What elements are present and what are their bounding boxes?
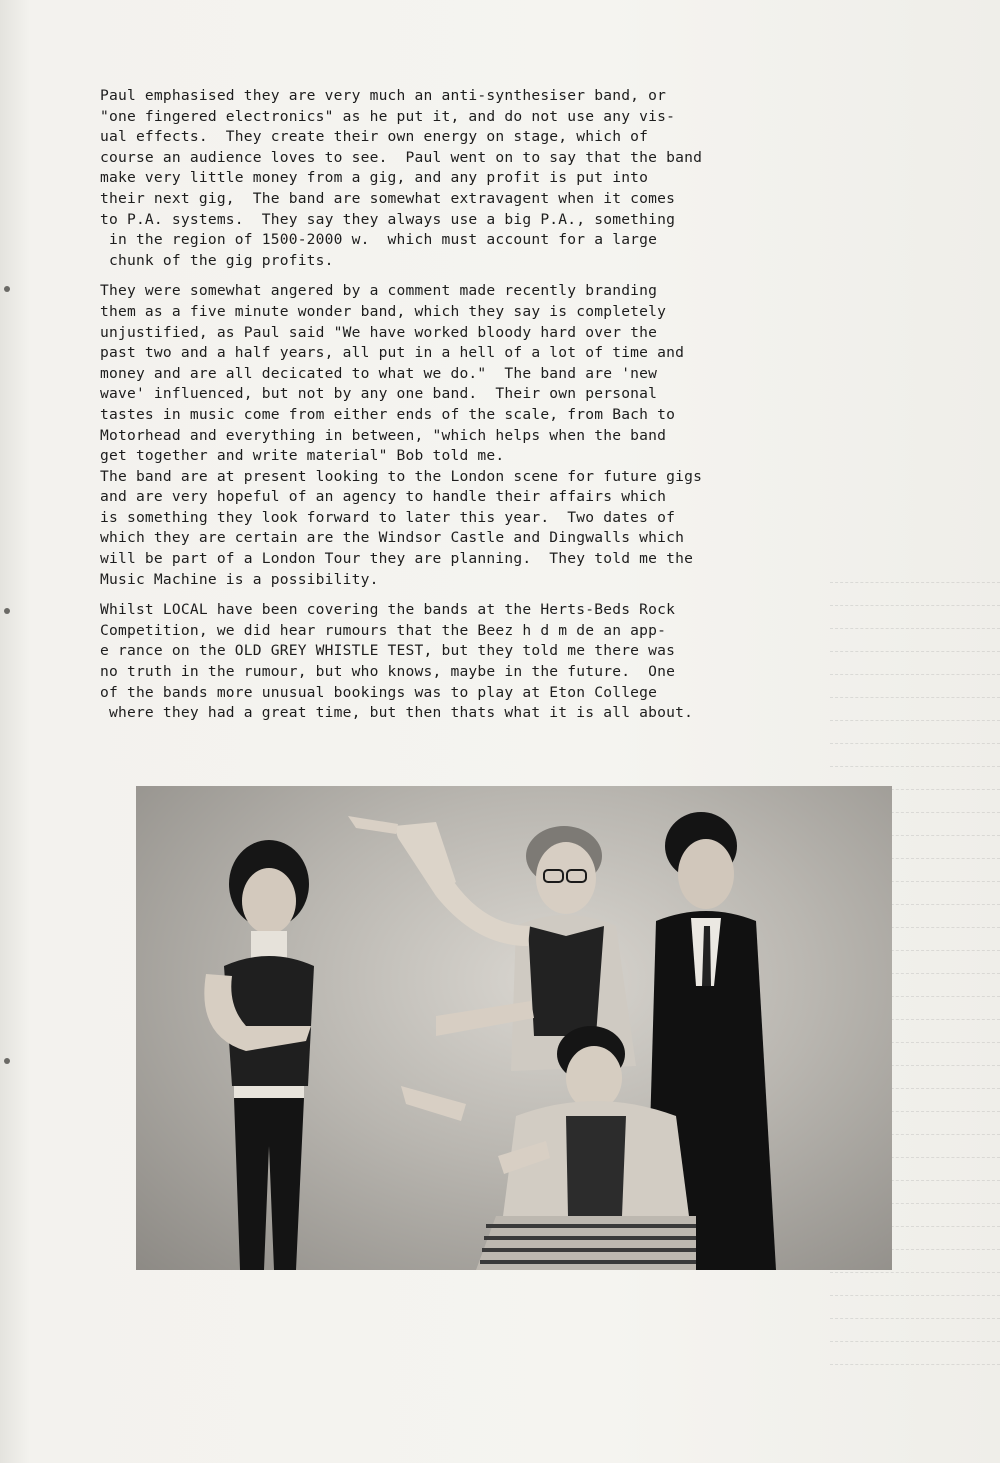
text-line: money and are all decicated to what we do." The band are 'new [100, 364, 658, 382]
binding-hole [4, 608, 10, 614]
text-line: Whilst LOCAL have been covering the bands at the Herts-Beds Rock [100, 601, 676, 619]
text-line: Motorhead and everything in between, "which helps when the band [100, 426, 667, 444]
text-line: in the region of 1500-2000 w. which must account for a large [100, 231, 658, 249]
binding-hole [4, 286, 10, 292]
text-line: ual effects. They create their own energy on stage, which of [100, 128, 649, 146]
paragraph [100, 600, 800, 724]
text-line: of the bands more unusual bookings was to play at Eton College [100, 683, 658, 701]
text-line: where they had a great time, but then thats what it is all about. [100, 704, 694, 722]
text-line: them as a five minute wonder band, which they say is completely [100, 302, 667, 320]
text-line: The band are at present looking to the London scene for future gigs [100, 467, 703, 485]
text-line: past two and a half years, all put in a hell of a lot of time and [100, 344, 685, 362]
text-line: chunk of the gig profits. [100, 251, 334, 269]
text-line: no truth in the rumour, but who knows, maybe in the future. One [100, 663, 676, 681]
text-line: Music Machine is a possibility. [100, 570, 379, 588]
text-line: Paul emphasised they are very much an anti-synthesiser band, or [100, 87, 667, 104]
paragraph [100, 281, 800, 590]
text-line: They were somewhat angered by a comment made recently branding [100, 282, 658, 300]
text-line: unjustified, as Paul said "We have worked bloody hard over the [100, 323, 658, 341]
text-line: and are very hopeful of an agency to handle their affairs which [100, 488, 667, 506]
band-member-left [204, 840, 314, 1270]
paragraph [100, 86, 800, 271]
article-text [100, 86, 800, 734]
text-line: course an audience loves to see. Paul went on to say that the band [100, 148, 703, 166]
text-line: Competition, we did hear rumours that the Beez h d m de an app- [100, 621, 667, 639]
text-line: get together and write material" Bob told me. [100, 447, 505, 465]
band-photo-illustration [136, 786, 892, 1270]
text-line: is something they look forward to later this year. Two dates of [100, 508, 676, 526]
binding-hole [4, 1058, 10, 1064]
text-line: wave' influenced, but not by any one band. Their own personal [100, 385, 658, 403]
text-line: their next gig, The band are somewhat extravagent when it comes [100, 189, 676, 207]
text-line: "one fingered electronics" as he put it, and do not use any vis- [100, 107, 676, 125]
band-photo [136, 786, 892, 1270]
text-line: will be part of a London Tour they are planning. They told me the [100, 550, 694, 568]
text-line: e rance on the OLD GREY WHISTLE TEST, but they told me there was [100, 642, 676, 660]
text-line: to P.A. systems. They say they always use a big P.A., something [100, 210, 676, 228]
text-line: which they are certain are the Windsor Castle and Dingwalls which [100, 529, 685, 547]
text-line: make very little money from a gig, and any profit is put into [100, 169, 649, 187]
text-line: tastes in music come from either ends of the scale, from Bach to [100, 405, 676, 423]
